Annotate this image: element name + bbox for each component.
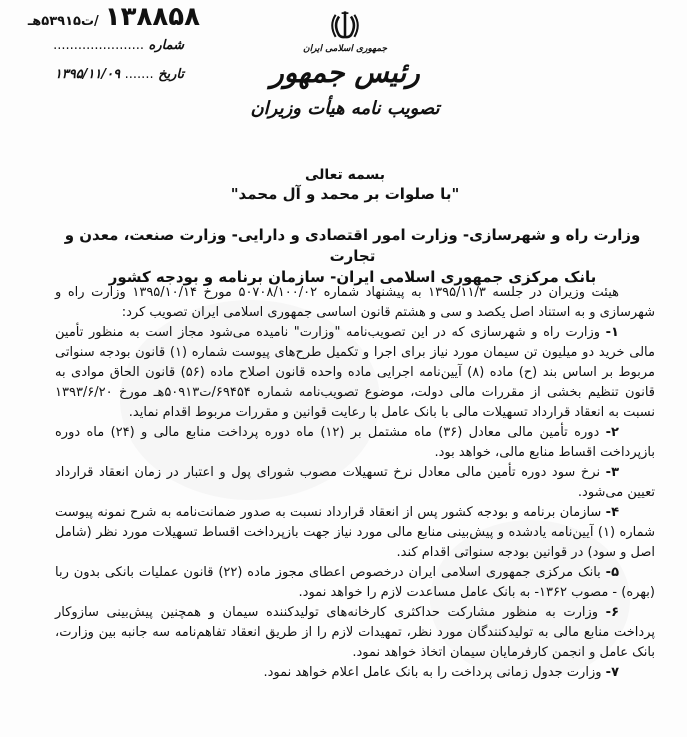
- item-number: ۱-: [605, 325, 619, 340]
- item-number: ۲-: [605, 425, 619, 440]
- decree-item: [55, 563, 655, 603]
- invocation-line1: بسمه تعالی: [304, 167, 386, 183]
- item-text: بانک مرکزی جمهوری اسلامی ایران درخصوص اعطای مجوز ماده (۲۲) قانون عملیات بانکی بدون ربا (بهره) - مصوب ۱۳۶۲- به بانک عامل مساعدت لازم را خواهد نمود.: [55, 565, 655, 600]
- item-text: وزارت جدول زمانی پرداخت را به بانک عامل اعلام خواهد نمود.: [263, 665, 602, 680]
- item-number: ۶-: [605, 605, 619, 620]
- decree-body: [55, 283, 655, 683]
- date-label: تاریخ: [158, 67, 184, 82]
- preamble: هیئت وزیران در جلسه ۱۳۹۵/۱۱/۳ به پیشنهاد شماره ۵۰۷۰۸/۱۰۰/۰۲ مورخ ۱۳۹۵/۱۰/۱۴ وزارت راه و شهرسازی و به استناد اصل یکصد و سی و هشتم قانون اساسی جمهوری اسلامی ایران تصویب کرد:: [55, 285, 655, 320]
- decree-item: [55, 323, 655, 423]
- item-text: وزارت به منظور مشارکت حداکثری کارخانه‌های تولیدکننده سیمان و همچنین پیش‌بینی سازوکار پرداخت منابع مالی به تولیدکنندگان مورد نظر، تمهیدات لازم را از طریق انعقاد تفاهم‌نامه سه جانبه بین وزارت، بانک عامل و انجمن کارفرمایان سیمان اتخاذ خواهد نمود.: [55, 605, 655, 660]
- item-number: ۴-: [605, 505, 619, 520]
- item-number: ۷-: [605, 665, 619, 680]
- letter-number-ref: /ت۵۳۹۱۵هـ: [27, 14, 99, 29]
- president-title: رئیس جمهور: [270, 56, 420, 89]
- republic-title: جمهوری اسلامی ایران: [302, 44, 388, 54]
- item-text: سازمان برنامه و بودجه کشور پس از انعقاد قرارداد نسبت به صدور ضمانت‌نامه به شرح نمونه پیوست شماره (۱) آیین‌نامه یادشده و پیش‌بینی منابع مالی مورد نیاز جهت بازپرداخت اقساط تسهیلات مورد نظر (شامل اصل و سود) در قوانین بودجه سنواتی اقدام کند.: [55, 505, 655, 560]
- item-text: دوره تأمین مالی معادل (۳۶) ماه مشتمل بر (۱۲) ماه دوره پرداخت منابع مالی و (۲۴) ماه دوره بازپرداخت اقساط منابع مالی، خواهد بود.: [55, 425, 655, 460]
- item-text: وزارت راه و شهرسازی که در این تصویب‌نامه "وزارت" نامیده می‌شود مجاز است به منظور تأمین مالی خرید دو میلیون تن سیمان مورد نیاز برای اجرا و تکمیل طرح‌های پیوست شماره (۱) قانون بودجه سنواتی مربوط بر اساس بند (ح) ماده (۸) آیین‌نامه اجرایی ماده واحده قانون اصلاح ماده (۵۶) قانون الحاق موادی به قانون تنظیم بخشی از مقررات مالی دولت، موضوع تصویب‌نامه شماره ۶۹۴۵۴/ت۵۰۹۱۳هـ مورخ ۱۳۹۳/۶/۲۰ نسبت به انعقاد قرارداد تسهیلات مالی با بانک عامل با رعایت قوانین و مقررات مربوط اقدام نماید.: [55, 325, 655, 420]
- letter-number: [28, 2, 200, 32]
- number-dots: ......................: [53, 38, 144, 53]
- date-dots: .......: [124, 67, 154, 82]
- date-value: ۱۳۹۵/۱۱/۰۹: [54, 67, 121, 82]
- decree-item: [55, 463, 655, 503]
- invocation-line2: "با صلوات بر محمد و آل محمد": [230, 185, 460, 203]
- decree-item: [55, 663, 655, 683]
- number-label: شماره: [148, 38, 184, 53]
- number-field: [53, 38, 184, 53]
- cabinet-decree-title: تصویب نامه هیأت وزیران: [250, 98, 440, 119]
- iran-emblem-icon: [328, 8, 362, 42]
- letterhead: [250, 8, 440, 119]
- addressees: [40, 225, 665, 288]
- addressees-line1: وزارت راه و شهرسازی- وزارت امور اقتصادی و دارایی- وزارت صنعت، معدن و تجارت: [64, 226, 641, 265]
- item-text: نرخ سود دوره تأمین مالی معادل نرخ تسهیلات مصوب شورای پول و اعتبار در زمان انعقاد قرارداد تعیین می‌شود.: [55, 465, 655, 500]
- item-number: ۵-: [605, 565, 619, 580]
- decree-item: [55, 423, 655, 463]
- decree-item: [55, 503, 655, 563]
- date-field: [55, 67, 184, 82]
- decree-item: [55, 603, 655, 663]
- letter-number-main: ۱۳۸۸۵۸: [104, 2, 200, 32]
- addressees-line2: بانک مرکزی جمهوری اسلامی ایران- سازمان برنامه و بودجه کشور: [108, 268, 597, 286]
- item-number: ۳-: [605, 465, 619, 480]
